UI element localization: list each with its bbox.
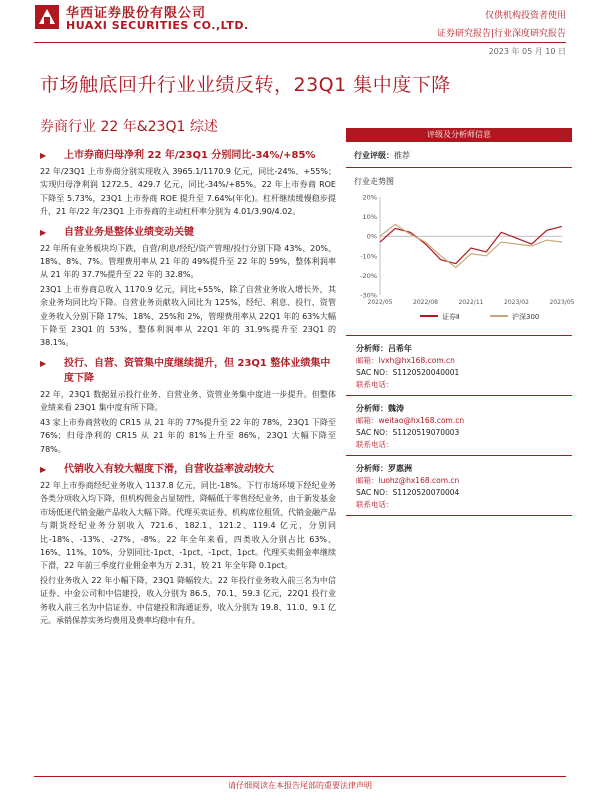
paragraph: 22 年/23Q1 上市券商分别实现收入 3965.1/1170.9 亿元，同比-24%、+55%；实现归母净利润 1272.5、429.7 亿元，同比-34%/+85%。22 年上市券商 ROE 下降至 5.73%，23Q1 上市券商 ROE 提升至 7.64%(年化)。杠杆继续缓慢稳步提升，21 年/22 年/23Q1 上市券商的主动杠杆率分别为 4.01/3.90/4.02。 xyxy=(40,167,336,217)
analyst-sac: SAC NO：S1120520070004 xyxy=(356,488,460,497)
y-tick-label: -30% xyxy=(360,291,377,300)
bullet-arrow-icon: ▶ xyxy=(40,151,47,160)
section-4 xyxy=(40,462,336,627)
report-date: 2023 年 05 月 10 日 xyxy=(488,47,566,56)
rating-value: 推荐 xyxy=(394,151,410,160)
bullet-arrow-icon: ▶ xyxy=(40,464,47,474)
analyst-name: 分析师：吕希年 xyxy=(356,344,412,353)
section-1 xyxy=(40,148,336,219)
huaxi-logo-icon xyxy=(34,4,60,30)
paragraph: 22 年上市券商经纪业务收入 1137.8 亿元，同比-18%。下行市场环境下经纪业务各类分项收入均下降，但机构佣金占显韧性，降幅低于零售经纪业务，由于新发基金市场低迷代销金融产品收入大幅下降。代理买卖证券、机构席位租赁、代销金融产品与期货经纪业务分别收入 721.6、182.1、121.2、119.4 亿元，分别同比-18%、-13%、-27%、-8%。22 年全年来看，四类收入分别占比 63%、16%、11%、10%，分别同比-1pct、-1pct、-1pct、1pct。代理买卖佣金率继续下滑，22 年前三季度行业佣金率为万 2.31，较 21 年全年降 0.1pct。 xyxy=(40,480,336,571)
y-tick-label: 10% xyxy=(362,213,377,222)
section-heading xyxy=(40,225,336,240)
brand-name-en: HUAXI SECURITIES CO.,LTD. xyxy=(66,19,249,32)
bullet-arrow-icon: ▶ xyxy=(40,227,47,237)
rating-info-header: 评级及分析师信息 xyxy=(346,128,572,142)
y-tick-label: -20% xyxy=(360,271,377,280)
paragraph: 22 年所有业务板块均下跌，自营/利息/经纪/资产管理/投行分别下降 43%、20%、18%、8%、7%。管理费用率从 21 年的 49%提升至 22 年的 59%，整体利润率从 21 年的 37.7%提升至 22 年的 32.8%。 xyxy=(40,243,336,280)
trend-chart xyxy=(350,191,575,329)
analyst-card xyxy=(346,462,572,516)
analyst-name: 分析师：罗惠洲 xyxy=(356,464,412,473)
paragraph: 22 年，23Q1 数据显示投行业务、自营业务、资管业务集中度进一步提升。但整体业绩来看 23Q1 集中度有所下降。 xyxy=(40,389,336,413)
report-subtitle: 券商行业 22 年&23Q1 综述 xyxy=(40,119,218,135)
x-tick-label: 2022/08 xyxy=(413,299,438,306)
section-heading-text: 投行、自营、资管集中度继续提升，但 23Q1 整体业绩集中度下降 xyxy=(64,357,331,384)
report-title: 市场触底回升行业业绩反转，23Q1 集中度下降 xyxy=(40,74,451,96)
x-tick-label: 2023/05 xyxy=(549,299,575,306)
main-content xyxy=(40,148,336,768)
report-type: 证券研究报告|行业深度研究报告 xyxy=(436,29,566,39)
section-heading-text: 上市券商归母净利 22 年/23Q1 分别同比-34%/+85% xyxy=(64,150,316,161)
section-heading xyxy=(40,356,336,386)
section-heading xyxy=(40,148,336,163)
y-tick-label: 0% xyxy=(366,232,377,241)
analyst-email[interactable]: 邮箱：lvxh@hx168.com.cn xyxy=(356,356,455,365)
audience-note: 仅供机构投资者使用 xyxy=(484,11,566,21)
brand-name-cn: 华西证券股份有限公司 xyxy=(66,6,207,21)
legal-notice: 请仔细阅读在本报告尾部的重要法律声明 xyxy=(228,781,372,790)
section-heading-text: 自营业务是整体业绩变动关键 xyxy=(64,226,194,238)
analyst-name: 分析师：魏涛 xyxy=(356,404,404,413)
y-tick-label: -10% xyxy=(360,252,377,261)
sidebar-divider xyxy=(346,335,572,336)
rating-label: 行业评级： xyxy=(354,151,394,160)
analyst-divider xyxy=(346,395,572,396)
analyst-phone: 联系电话： xyxy=(356,500,394,509)
analyst-sac: SAC NO：S1120520040001 xyxy=(356,368,460,377)
legend-label: 沪深300 xyxy=(512,313,540,321)
footer-divider xyxy=(34,776,566,777)
y-tick-label: 20% xyxy=(362,193,377,202)
x-tick-label: 2023/02 xyxy=(504,299,529,306)
analyst-email[interactable]: 邮箱：luohz@hx168.com.cn xyxy=(356,476,460,485)
analyst-card xyxy=(346,342,572,396)
series-line-1 xyxy=(380,224,562,267)
section-2 xyxy=(40,225,336,350)
paragraph: 43 家上市券商营收的 CR15 从 21 年的 77%提升至 22 年的 78%，23Q1 下降至 76%；归母净利的 CR15 从 21 年的 81%上升至 86%，23Q1 大幅下降至 78%。 xyxy=(40,417,336,454)
header-divider xyxy=(34,42,566,43)
paragraph: 23Q1 上市券商总收入 1170.9 亿元，同比+55%，除了自营业务收入增长外，其余业务均同比均下降。自营业务贡献收入同比为 125%，经纪、利息、投行、资管业务收入分别下降 17%、18%、25%和 2%，管理费用率从 22Q1 年的 63%大幅下降至 23Q1 的 53%，整体利润率从 22Q1 年的 31.9%提升至 23Q1 的 38.1%。 xyxy=(40,284,336,348)
trend-chart-title: 行业走势图 xyxy=(354,177,394,186)
section-heading-text: 代销收入有较大幅度下滑，自营收益率波动较大 xyxy=(64,463,274,475)
legend-label: 证券Ⅱ xyxy=(442,313,460,321)
paragraph: 投行业务收入 22 年小幅下降，23Q1 降幅较大。22 年投行业务收入前三名为中信证券、中金公司和中信建投，收入分别为 86.5、70.1、59.3 亿元，22Q1 投行业务收入前三名为中信证券、中信建投和海通证券，收入分别为 19.8、11.0、9.1 亿元。承销保荐实务均费用及费率均稳中有升。 xyxy=(40,575,336,625)
section-heading xyxy=(40,462,336,477)
x-tick-label: 2022/05 xyxy=(367,299,393,306)
analyst-divider xyxy=(346,455,572,456)
sidebar-divider xyxy=(346,167,572,168)
analyst-sac: SAC NO：S1120519070003 xyxy=(356,428,460,437)
report-header xyxy=(0,0,600,70)
analyst-phone: 联系电话： xyxy=(356,380,394,389)
x-tick-label: 2022/11 xyxy=(458,299,484,306)
industry-rating xyxy=(346,150,572,161)
analyst-email[interactable]: 邮箱：weitao@hx168.com.cn xyxy=(356,416,465,425)
analyst-divider xyxy=(346,515,572,516)
trend-chart-svg xyxy=(350,191,575,329)
analyst-phone: 联系电话： xyxy=(356,440,394,449)
section-3 xyxy=(40,356,336,456)
analyst-card xyxy=(346,402,572,456)
sidebar xyxy=(346,128,575,516)
bullet-arrow-icon: ▶ xyxy=(40,358,47,368)
